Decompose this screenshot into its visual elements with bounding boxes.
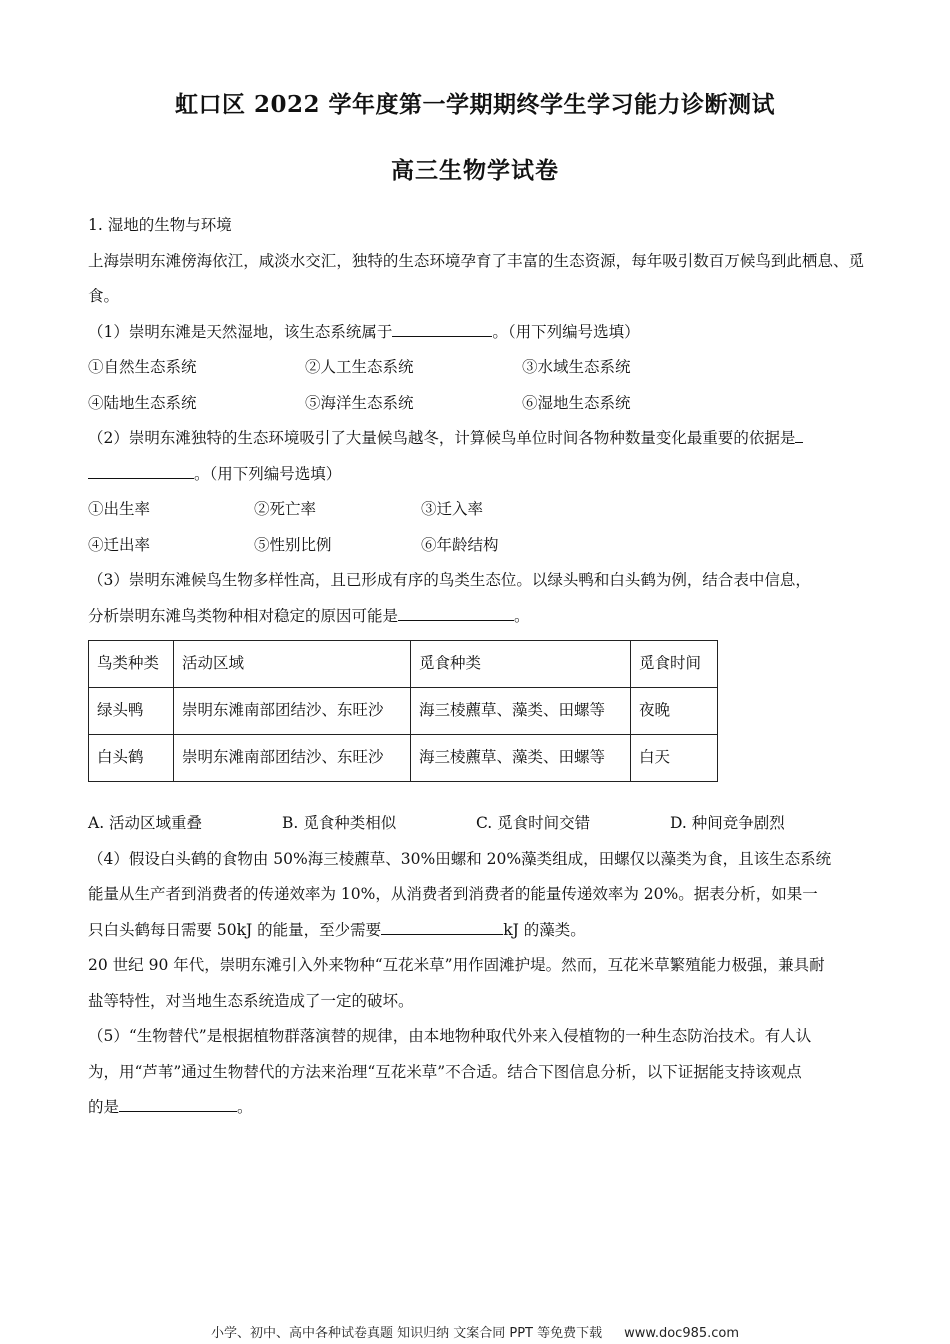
table-cell: 崇明东滩南部团结沙、东旺沙 <box>174 688 411 735</box>
option-1-5: ⑤海洋生态系统 <box>305 393 414 412</box>
table-header-cell: 鸟类种类 <box>89 641 174 688</box>
answer-blank-2b[interactable] <box>88 458 194 479</box>
answer-blank-3[interactable] <box>398 600 514 621</box>
table-cell: 海三棱藨草、藻类、田螺等 <box>411 735 631 782</box>
part-5-line-3 <box>88 1090 864 1126</box>
choice-d[interactable]: D. 种间竞争剧烈 <box>670 814 785 832</box>
question-1 <box>88 208 864 1126</box>
table-header-row <box>89 641 718 688</box>
part-3-period: 。 <box>514 606 530 625</box>
part-5-line-2: 为，用“芦苇”通过生物替代的方法来治理“互花米草”不合适。结合下图信息分析，以下证据能支持该观点 <box>88 1062 802 1081</box>
part-1-instruction: 。（用下列编号选填） <box>492 322 640 341</box>
part-1-prompt <box>88 315 864 351</box>
part-3-prompt-line-1: （3）崇明东滩候鸟生物多样性高，且已形成有序的鸟类生态位。以绿头鸭和白头鹤为例，结合表中信息， <box>88 571 811 589</box>
answer-blank-5[interactable] <box>119 1091 237 1112</box>
part-5-line-1: （5）“生物替代”是根据植物群落演替的规律，由本地物种取代外来入侵植物的一种生态防治技术。有人认 <box>88 1027 812 1045</box>
part-2-instruction: 。（用下列编号选填） <box>194 464 342 483</box>
table-row <box>89 688 718 735</box>
part-2-options-row-1 <box>88 492 864 528</box>
table-row <box>89 735 718 782</box>
option-2-6: ⑥年龄结构 <box>421 535 499 554</box>
option-1-4: ④陆地生态系统 <box>88 393 197 412</box>
choice-a[interactable]: A. 活动区域重叠 <box>88 814 203 832</box>
option-2-5: ⑤性别比例 <box>254 535 332 554</box>
part-1-text: （1）崇明东滩是天然湿地，该生态系统属于 <box>88 322 393 341</box>
part-4-line-2: 能量从生产者到消费者的传递效率为 10%，从消费者到消费者的能量传递效率为 20%。据表分析，如果一 <box>88 885 818 903</box>
part-2-prompt-line-1 <box>88 421 864 457</box>
part-5-period: 。 <box>237 1098 253 1116</box>
exam-title: 虹口区 2022 学年度第一学期期终学生学习能力诊断测试 <box>174 91 776 118</box>
table-cell: 海三棱藨草、藻类、田螺等 <box>411 688 631 735</box>
table-cell: 崇明东滩南部团结沙、东旺沙 <box>174 735 411 782</box>
table-cell: 绿头鸭 <box>89 688 174 735</box>
answer-blank-2a[interactable] <box>795 422 803 443</box>
part-3-prompt-line-2 <box>88 599 864 635</box>
part-3-text: 分析崇明东滩鸟类物种相对稳定的原因可能是 <box>88 606 399 625</box>
table-cell: 白天 <box>631 735 718 782</box>
part-2-prompt-line-2 <box>88 457 864 493</box>
table-header-cell: 觅食种类 <box>411 641 631 688</box>
table-cell: 夜晚 <box>631 688 718 735</box>
footer-site-link[interactable]: www.doc985.com <box>624 1326 740 1341</box>
option-1-1: ①自然生态系统 <box>88 358 197 376</box>
table-cell: 白头鹤 <box>89 735 174 782</box>
part-4-line-1: （4）假设白头鹤的食物由 50%海三棱藨草、30%田螺和 20%藻类组成，田螺仅以藻类为食，且该生态系统 <box>88 849 832 868</box>
part-4-unit: kJ 的藻类。 <box>503 920 586 939</box>
part-1-options-row-1 <box>88 350 864 386</box>
page-footer <box>0 1322 950 1341</box>
table-header-cell: 觅食时间 <box>631 641 718 688</box>
option-2-2: ②死亡率 <box>254 500 317 518</box>
part-3-choices <box>88 806 864 842</box>
table-header-cell: 活动区域 <box>174 641 411 688</box>
bird-table <box>88 640 718 782</box>
footer-text: 小学、初中、高中各种试卷真题 知识归纳 文案合同 PPT 等免费下载 <box>210 1326 603 1341</box>
question-intro: 上海崇明东滩傍海依江，咸淡水交汇，独特的生态环境孕育了丰富的生态资源，每年吸引数百万候鸟到此栖息、觅食。 <box>88 251 864 305</box>
part-4-line-3 <box>88 913 864 949</box>
option-2-3: ③迁入率 <box>421 500 484 518</box>
option-2-4: ④迁出率 <box>88 535 151 554</box>
question-heading: 1. 湿地的生物与环境 <box>88 216 232 234</box>
option-1-6: ⑥湿地生态系统 <box>522 393 631 412</box>
background-line-1: 20 世纪 90 年代，崇明东滩引入外来物种“互花米草”用作固滩护堤。然而，互花米草繁殖能力极强，兼具耐 <box>88 956 825 974</box>
part-4-text: 只白头鹤每日需要 50kJ 的能量，至少需要 <box>88 920 382 939</box>
exam-subtitle: 高三生物学试卷 <box>391 157 559 184</box>
part-5-text: 的是 <box>88 1098 120 1116</box>
answer-blank-1[interactable] <box>392 316 492 337</box>
answer-blank-4[interactable] <box>381 914 503 935</box>
option-1-3: ③水域生态系统 <box>522 358 631 376</box>
option-1-2: ②人工生态系统 <box>305 358 414 376</box>
part-1-options-row-2 <box>88 386 864 422</box>
part-2-options-row-2 <box>88 528 864 564</box>
background-line-2: 盐等特性，对当地生态系统造成了一定的破坏。 <box>88 991 414 1010</box>
choice-c[interactable]: C. 觅食时间交错 <box>476 814 591 832</box>
choice-b[interactable]: B. 觅食种类相似 <box>282 814 397 832</box>
option-2-1: ①出生率 <box>88 500 151 518</box>
part-2-text: （2）崇明东滩独特的生态环境吸引了大量候鸟越冬，计算候鸟单位时间各物种数量变化最重要的依据是 <box>88 429 796 447</box>
